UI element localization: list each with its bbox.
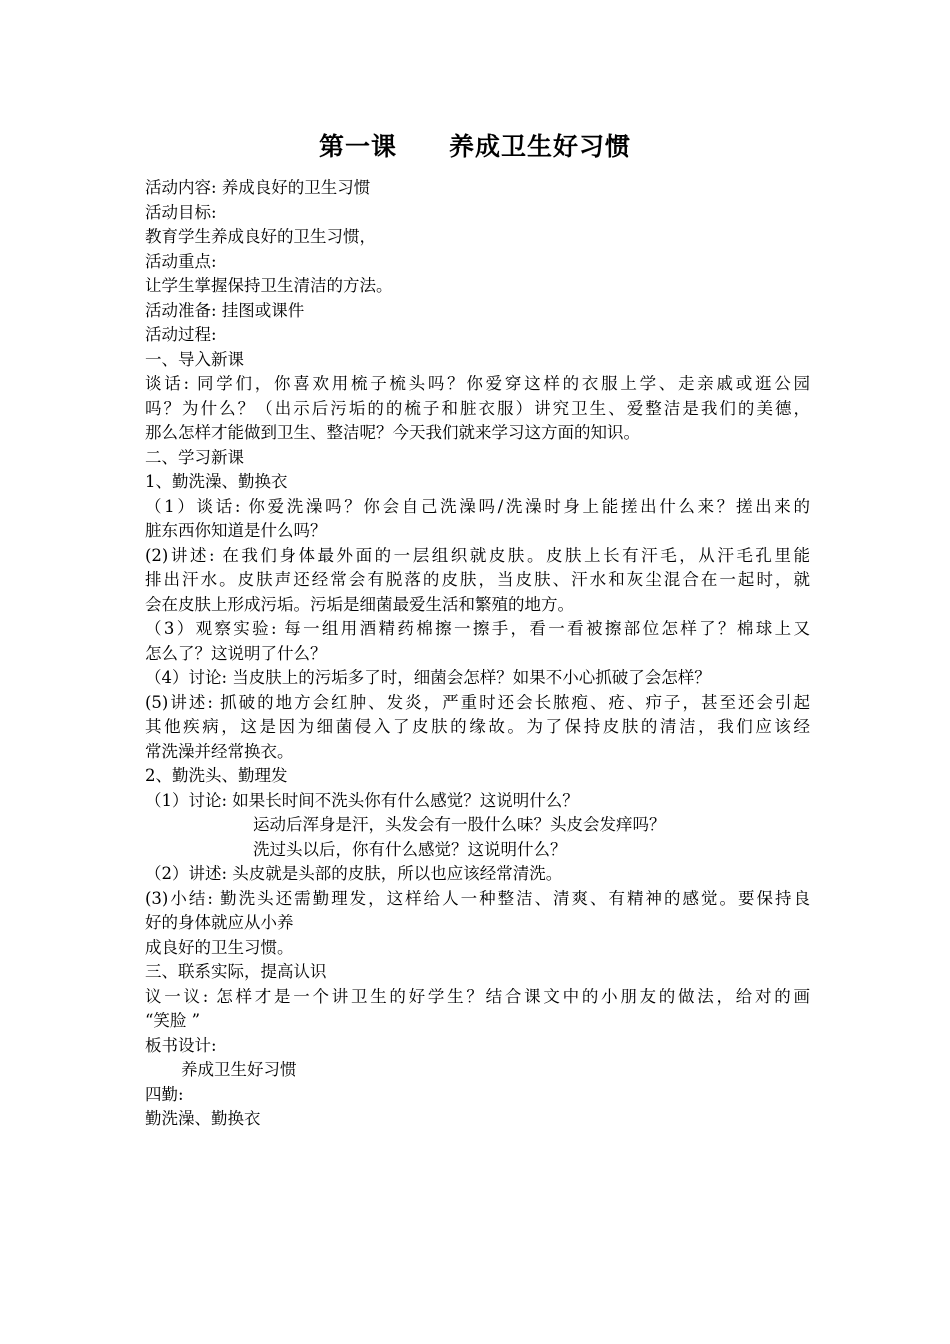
- activity-process-label: 活动过程:: [145, 325, 217, 344]
- lesson-body: [145, 176, 810, 1132]
- paragraph-line: 吗？为什么？（出示后污垢的的梳子和脏衣服）讲究卫生、爱整洁是我们的美德，: [145, 398, 810, 418]
- activity-focus-label: 活动重点:: [145, 251, 217, 271]
- paragraph-line: （3）观察实验: 每一组用酒精药棉擦一擦手，看一看被擦部位怎样了？棉球上又: [145, 619, 810, 638]
- activity-goal-text: 教育学生养成良好的卫生习惯，: [145, 227, 376, 246]
- paragraph-line: （1）讨论: 如果长时间不洗头你有什么感觉？这说明什么？: [145, 790, 579, 810]
- section-heading-practice: 三、联系实际，提高认识: [145, 962, 327, 981]
- subheading-hair: 2、勤洗头、勤理发: [145, 766, 288, 785]
- board-design-four: 四勤:: [145, 1084, 184, 1104]
- paragraph-line: 那么怎样才能做到卫生、整洁呢？今天我们就来学习这方面的知识。: [145, 423, 640, 442]
- paragraph-line: 洗过头以后，你有什么感觉？这说明什么？: [253, 839, 567, 859]
- paragraph-line: 谈话: 同学们，你喜欢用梳子梳头吗？你爱穿这样的衣服上学、走亲戚或逛公园: [145, 374, 810, 393]
- activity-content: 活动内容: 养成良好的卫生习惯: [145, 178, 371, 197]
- paragraph-line: (3)小结: 勤洗头还需勤理发，这样给人一种整洁、清爽、有精神的感觉。要保持良: [145, 888, 810, 908]
- paragraph-line: （4）讨论: 当皮肤上的污垢多了时，细菌会怎样？如果不小心抓破了会怎样？: [145, 668, 711, 687]
- paragraph-line: 其他疾病，这是因为细菌侵入了皮肤的缘故。为了保持皮肤的清洁，我们应该经: [145, 717, 810, 736]
- paragraph-line: 成良好的卫生习惯。: [145, 937, 294, 957]
- paragraph-line: 脏东西你知道是什么吗？: [145, 521, 327, 540]
- lesson-title: 第一课 养成卫生好习惯: [318, 132, 631, 161]
- paragraph-line: （1）谈话: 你爱洗澡吗？你会自己洗澡吗/洗澡时身上能搓出什么来？搓出来的: [145, 496, 810, 516]
- section-heading-intro: 一、导入新课: [145, 349, 244, 369]
- paragraph-line: 会在皮肤上形成污垢。污垢是细菌最爱生活和繁殖的地方。: [145, 594, 574, 614]
- paragraph-line: (5)讲述: 抓破的地方会红肿、发炎，严重时还会长脓疱、疮、疖子，甚至还会引起: [145, 692, 810, 712]
- board-design-label: 板书设计:: [145, 1035, 217, 1055]
- activity-goal-label: 活动目标:: [145, 202, 217, 222]
- board-design-item: 勤洗澡、勤换衣: [145, 1109, 261, 1128]
- paragraph-line: 好的身体就应从小养: [145, 913, 294, 932]
- paragraph-line: 怎么了？这说明了什么？: [145, 643, 327, 663]
- activity-focus-text: 让学生掌握保持卫生清洁的方法。: [145, 276, 393, 295]
- paragraph-line: 排出汗水。皮肤声还经常会有脱落的皮肤，当皮肤、汗水和灰尘混合在一起时，就: [145, 570, 810, 589]
- paragraph-line: “笑脸 ”: [145, 1011, 201, 1030]
- board-design-title: 养成卫生好习惯: [181, 1060, 297, 1079]
- paragraph-line: 运动后浑身是汗，头发会有一股什么味？头皮会发痒吗？: [253, 815, 666, 834]
- activity-preparation: 活动准备: 挂图或课件: [145, 300, 305, 320]
- paragraph-line: (2)讲述: 在我们身体最外面的一层组织就皮肤。皮肤上长有汗毛，从汗毛孔里能: [145, 545, 810, 565]
- paragraph-line: 议一议: 怎样才是一个讲卫生的好学生？结合课文中的小朋友的做法，给对的画: [145, 986, 810, 1006]
- paragraph-line: 常洗澡并经常换衣。: [145, 741, 294, 761]
- paragraph-line: （2）讲述: 头皮就是头部的皮肤，所以也应该经常清洗。: [145, 864, 563, 883]
- subheading-bath: 1、勤洗澡、勤换衣: [145, 472, 288, 491]
- section-heading-new-lesson: 二、学习新课: [145, 447, 244, 467]
